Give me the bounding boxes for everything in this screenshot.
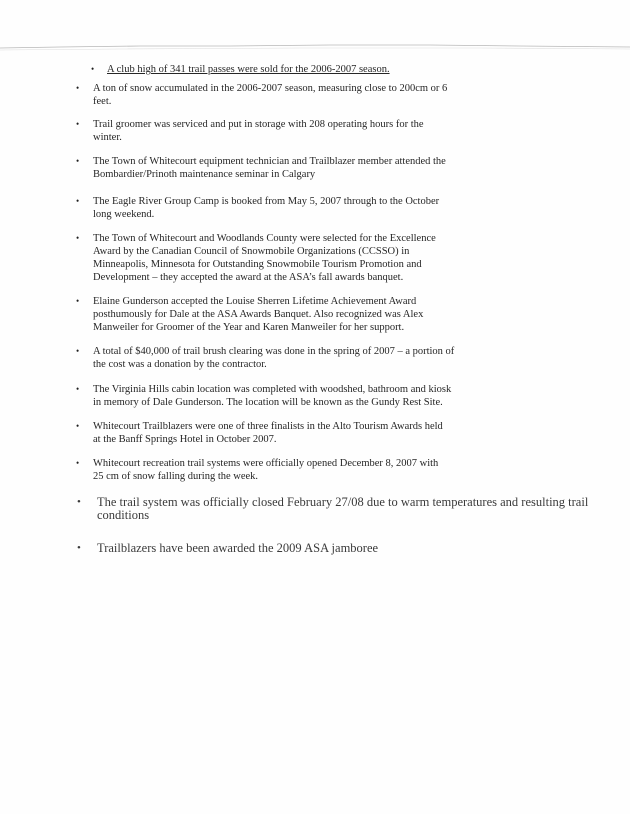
list-item-text: Whitecourt recreation trail systems were officially opened December 8, 2007 with bbox=[93, 458, 439, 469]
scan-artifact-line bbox=[0, 40, 630, 54]
list-item bbox=[76, 295, 424, 334]
scan-artifact-stroke bbox=[0, 45, 630, 48]
bullet-icon: • bbox=[77, 542, 81, 554]
bullet-icon: • bbox=[76, 458, 80, 468]
bullet-icon: • bbox=[76, 196, 80, 206]
list-item bbox=[76, 420, 443, 446]
list-item-text: the cost was a donation by the contractor. bbox=[93, 359, 267, 370]
bullet-icon: • bbox=[76, 384, 80, 394]
list-item-text: Award by the Canadian Council of Snowmobile Organizations (CCSSO) in bbox=[93, 246, 410, 257]
list-item-text: feet. bbox=[93, 96, 112, 107]
list-item-text: Manweiler for Groomer of the Year and Karen Manweiler for her support. bbox=[93, 322, 405, 333]
bullet-icon: • bbox=[76, 83, 80, 93]
list-item bbox=[76, 383, 452, 409]
list-item-text: Bombardier/Prinoth maintenance seminar in Calgary bbox=[93, 169, 316, 180]
scan-artifact-stroke-faint bbox=[0, 48, 630, 50]
list-item-text: conditions bbox=[97, 508, 150, 522]
list-item bbox=[76, 195, 440, 221]
list-item-text: A ton of snow accumulated in the 2006-2007 season, measuring close to 200cm or 6 bbox=[93, 83, 448, 94]
list-item-text: long weekend. bbox=[93, 209, 155, 220]
list-item-text: winter. bbox=[93, 132, 122, 143]
list-item bbox=[76, 457, 439, 483]
list-item-text: at the Banff Springs Hotel in October 2007. bbox=[93, 434, 277, 445]
list-item-text: The Town of Whitecourt equipment technician and Trailblazer member attended the bbox=[93, 156, 446, 167]
bullet-icon: • bbox=[76, 156, 80, 166]
list-item-text: The Town of Whitecourt and Woodlands County were selected for the Excellence bbox=[93, 233, 436, 244]
list-item bbox=[76, 232, 436, 284]
list-item-text: 25 cm of snow falling during the week. bbox=[93, 471, 259, 482]
list-item bbox=[76, 155, 446, 181]
list-item-text: The trail system was officially closed February 27/08 due to warm temperatures and resulting trail bbox=[97, 495, 589, 509]
list-item-text: Whitecourt Trailblazers were one of three finalists in the Alto Tourism Awards held bbox=[93, 421, 443, 432]
bullet-icon: • bbox=[76, 233, 80, 243]
list-item-text: Trailblazers have been awarded the 2009 ASA jamboree bbox=[97, 541, 379, 555]
bullet-icon: • bbox=[76, 119, 80, 129]
list-item-text: Minneapolis, Minnesota for Outstanding Snowmobile Tourism Promotion and bbox=[93, 259, 422, 270]
list-item-text: The Virginia Hills cabin location was completed with woodshed, bathroom and kiosk bbox=[93, 384, 452, 395]
list-item-text: A club high of 341 trail passes were sold for the 2006-2007 season. bbox=[107, 64, 390, 75]
bullet-icon: • bbox=[77, 496, 81, 508]
list-item-text: Trail groomer was serviced and put in storage with 208 operating hours for the bbox=[93, 119, 424, 130]
list-item-text: posthumously for Dale at the ASA Awards Banquet. Also recognized was Alex bbox=[93, 309, 424, 320]
list-item bbox=[77, 541, 379, 555]
list-item-text: A total of $40,000 of trail brush clearing was done in the spring of 2007 – a portion of bbox=[93, 346, 455, 357]
bullet-icon: • bbox=[76, 421, 80, 431]
list-item-text: Development – they accepted the award at the ASA’s fall awards banquet. bbox=[93, 272, 404, 283]
list-item bbox=[76, 118, 424, 144]
list-item bbox=[76, 82, 448, 108]
list-item-text: Elaine Gunderson accepted the Louise Sherren Lifetime Achievement Award bbox=[93, 296, 417, 307]
bullet-icon: • bbox=[76, 296, 80, 306]
bullet-icon: • bbox=[76, 346, 80, 356]
list-item-text: in memory of Dale Gunderson. The location will be known as the Gundy Rest Site. bbox=[93, 397, 443, 408]
list-item bbox=[91, 63, 390, 76]
list-item bbox=[77, 495, 589, 522]
list-item bbox=[76, 345, 455, 371]
bullet-icon: • bbox=[91, 64, 95, 74]
list-item-text: The Eagle River Group Camp is booked from May 5, 2007 through to the October bbox=[93, 196, 440, 207]
